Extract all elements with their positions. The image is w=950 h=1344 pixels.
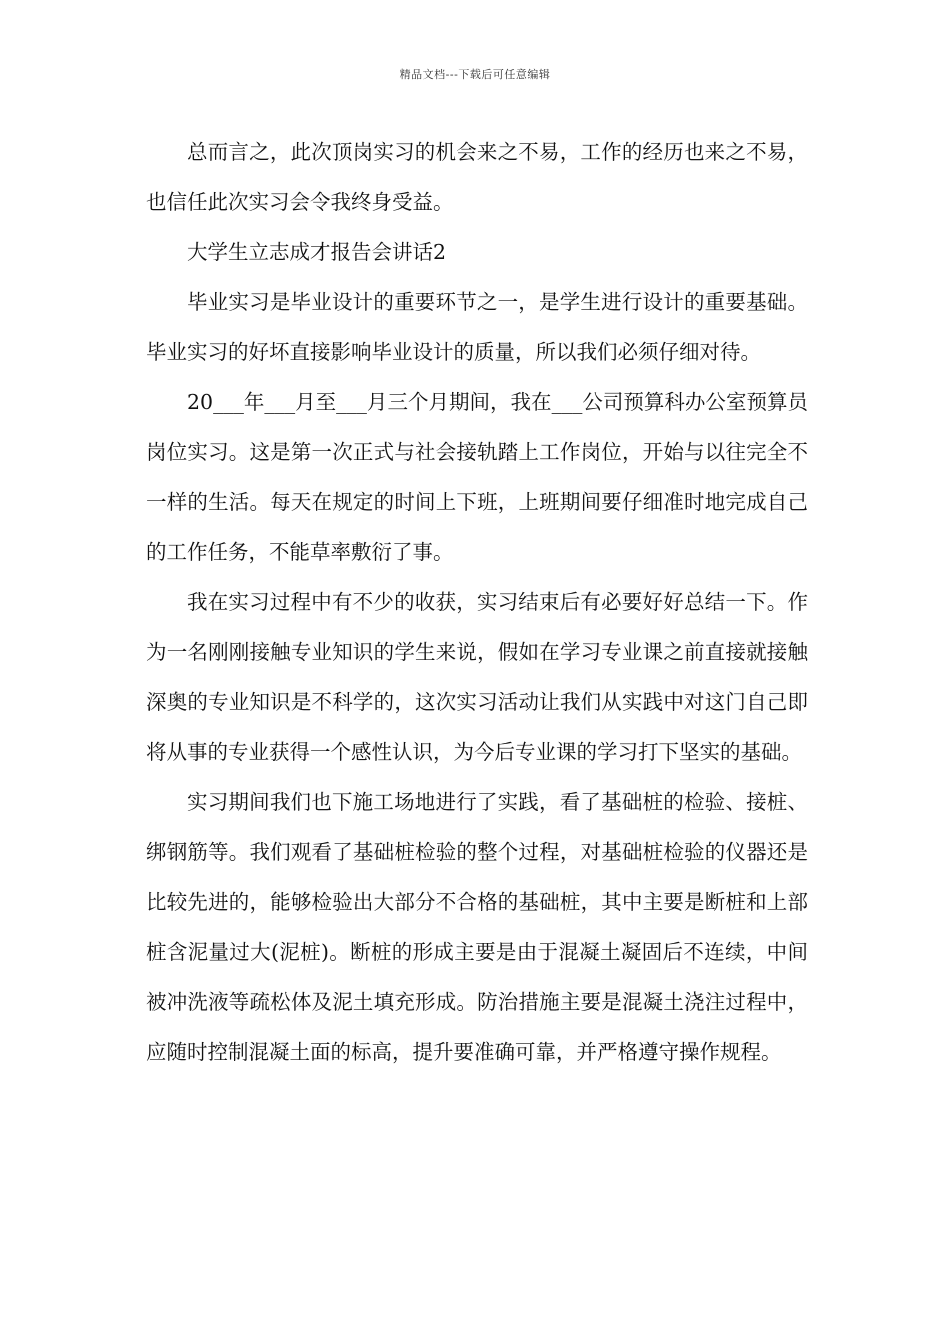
paragraph-site-practice: 实习期间我们也下施工场地进行了实践，看了基础桩的检验、接桩、绑钢筋等。我们观看了基础桩检验的整个过程，对基础桩检验的仪器还是比较先进的，能够检验出大部分不合格的基础桩，其中主要是断桩和上部桩含泥量过大(泥桩)。断桩的形成主要是由于混凝土凝固后不连续，中间被冲洗液等疏松体及泥土填充形成。防治措施主要是混凝土浇注过程中，应随时控制混凝土面的标高，提升要准确可靠，并严格遵守操作规程。 [146,790,808,1064]
paragraph-conclusion: 总而言之，此次顶岗实习的机会来之不易，工作的经历也来之不易，也信任此次实习会令我终身受益。 [146,140,808,214]
document-body [146,127,808,1077]
section-title: 大学生立志成才报告会讲话2 [187,240,447,264]
page-header: 精品文档---下载后可任意编辑 [399,68,551,81]
paragraph-intro: 毕业实习是毕业设计的重要环节之一，是学生进行设计的重要基础。毕业实习的好坏直接影响毕业设计的质量，所以我们必须仔细对待。 [146,290,808,364]
paragraph-gains: 我在实习过程中有不少的收获，实习结束后有必要好好总结一下。作为一名刚刚接触专业知识的学生来说，假如在学习专业课之前直接就接触深奥的专业知识是不科学的，这次实习活动让我们从实践中对这门自己即将从事的专业获得一个感性认识，为今后专业课的学习打下坚实的基础。 [146,590,808,764]
paragraph-internship-period: 20___年___月至___月三个月期间，我在___公司预算科办公室预算员岗位实习。这是第一次正式与社会接轨踏上工作岗位，开始与以往完全不一样的生活。每天在规定的时间上下班，上班期间要仔细准时地完成自己的工作任务，不能草率敷衍了事。 [146,390,808,564]
